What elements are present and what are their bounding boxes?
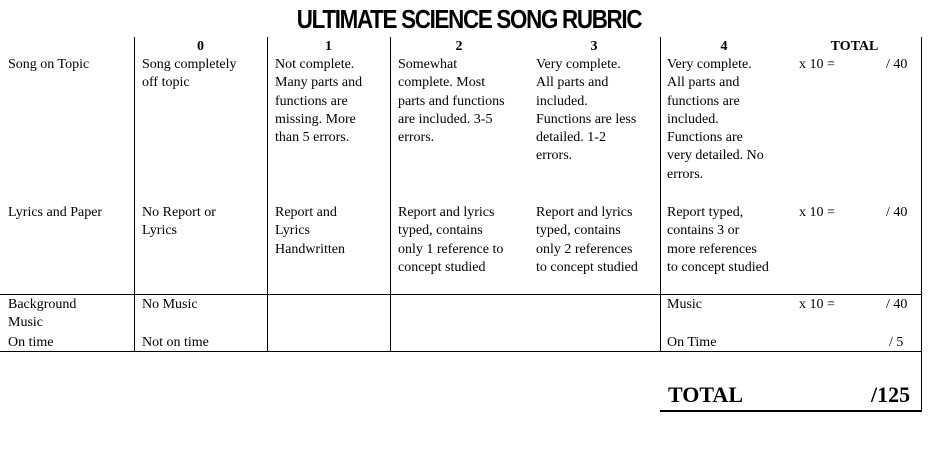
header-total: TOTAL <box>830 39 879 54</box>
header-score-2: 2 <box>455 39 463 54</box>
cell-music-0: No Music <box>142 297 198 312</box>
multiplier-topic: x 10 = <box>799 57 835 72</box>
cell-lyrics-3: Report and lyrics typed, contains only 2 references to concept studied <box>536 205 638 275</box>
header-score-1: 1 <box>325 39 332 54</box>
table-bottom-line <box>0 351 922 352</box>
cell-topic-3: Very complete. All parts and included. Functions are less detailed. 1-2 errors. <box>536 57 637 164</box>
total-line <box>660 410 922 412</box>
col-divider-right <box>921 37 922 412</box>
cell-topic-0: Song completely off topic <box>142 57 237 91</box>
cell-lyrics-0: No Report or Lyrics <box>142 205 216 239</box>
col-divider-3 <box>390 37 391 352</box>
cell-lyrics-2: Report and lyrics typed, contains only 1 reference to concept studied <box>398 205 504 275</box>
cell-topic-2: Somewhat complete. Most parts and functions are included. 3-5 errors. <box>398 57 505 146</box>
col-divider-4 <box>660 37 661 352</box>
multiplier-lyrics: x 10 = <box>799 205 835 220</box>
criterion-on-time: On time <box>8 335 54 350</box>
criterion-lyrics-and-paper: Lyrics and Paper <box>8 205 103 220</box>
multiplier-music: x 10 = <box>799 297 835 312</box>
cell-time-0: Not on time <box>142 335 209 350</box>
cell-lyrics-1: Report and Lyrics Handwritten <box>275 205 345 257</box>
grand-total-label: TOTAL <box>668 382 743 407</box>
criterion-background-music: Background Music <box>8 297 77 331</box>
grand-total-value: /125 <box>871 382 911 407</box>
header-score-0: 0 <box>197 39 204 54</box>
row-divider <box>0 294 922 295</box>
score-time: / 5 <box>889 335 904 350</box>
header-score-3: 3 <box>590 39 598 54</box>
cell-lyrics-4: Report typed, contains 3 or more references to concept studied <box>667 205 769 275</box>
col-divider-1 <box>134 37 135 352</box>
header-score-4: 4 <box>720 39 728 54</box>
col-divider-2 <box>267 37 268 352</box>
cell-topic-1: Not complete. Many parts and functions are missing. More than 5 errors. <box>275 57 363 146</box>
cell-time-4: On Time <box>667 335 717 350</box>
score-lyrics: / 40 <box>886 205 908 220</box>
score-topic: / 40 <box>886 57 908 72</box>
score-music: / 40 <box>886 297 908 312</box>
cell-music-4: Music <box>667 297 702 312</box>
criterion-song-on-topic: Song on Topic <box>8 57 90 72</box>
cell-topic-4: Very complete. All parts and functions are included. Functions are very detailed. No errors. <box>667 57 764 182</box>
rubric-title: ULTIMATE SCIENCE SONG RUBRIC <box>296 4 642 34</box>
